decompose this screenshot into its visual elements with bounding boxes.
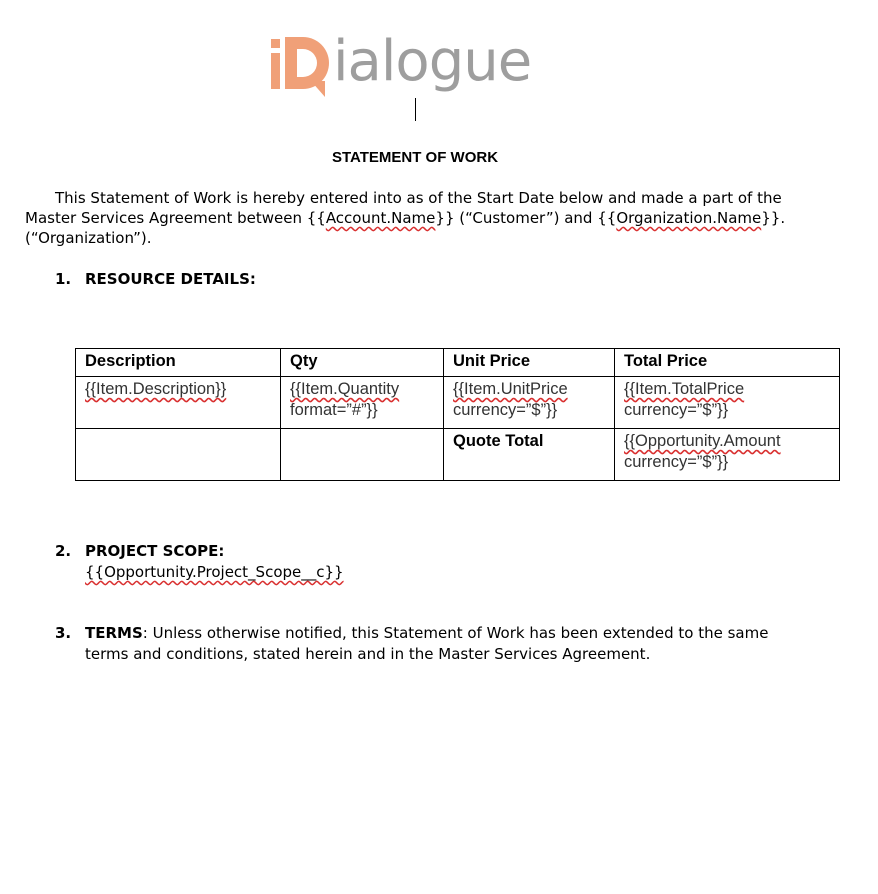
- logo-text: ialogue: [333, 29, 532, 94]
- organization-name-field: Organization.Name: [616, 209, 762, 227]
- qty-format: format=”#”}}: [290, 401, 378, 419]
- section-body: [85, 541, 815, 583]
- terms-paragraph[interactable]: [85, 623, 815, 665]
- text-cursor: [415, 98, 416, 121]
- header-total-price: Total Price: [615, 349, 840, 377]
- table-header-row: [76, 349, 840, 377]
- item-quantity-field: {{Item.Quantity: [290, 380, 400, 398]
- header-unit-price: Unit Price: [444, 349, 615, 377]
- section-heading: PROJECT SCOPE:: [85, 542, 225, 560]
- item-description-field: {{Item.Description}}: [85, 380, 227, 398]
- header-qty: Qty: [281, 349, 444, 377]
- document-title: STATEMENT OF WORK: [331, 149, 499, 166]
- terms-text: : Unless otherwise notified, this Statement of Work has been extended to the same terms and conditions, stated herein and in the Master Services Agreement.: [85, 624, 769, 663]
- resource-table: [75, 348, 840, 481]
- item-unitprice-field: {{Item.UnitPrice: [453, 380, 568, 398]
- section-number: 2.: [55, 542, 72, 560]
- opportunity-amount-field: {{Opportunity.Amount: [624, 432, 781, 450]
- total-currency: currency=”$”}}: [624, 401, 729, 419]
- amount-currency: currency=”$”}}: [624, 453, 729, 471]
- table-row: [76, 377, 840, 429]
- cell-quote-amount[interactable]: [615, 429, 840, 481]
- section-number: 3.: [55, 624, 72, 642]
- logo-i-dot: [271, 39, 280, 48]
- cell-unit-price[interactable]: [444, 377, 615, 429]
- cell-qty[interactable]: [281, 377, 444, 429]
- idialogue-logo: [271, 29, 571, 99]
- intro-text-3: }}. (“Organization”).: [25, 209, 786, 247]
- unit-currency: currency=”$”}}: [453, 401, 558, 419]
- quote-total-label: Quote Total: [444, 429, 615, 481]
- table-row: [76, 429, 840, 481]
- cell-empty-1[interactable]: [76, 429, 281, 481]
- project-scope-field: {{Opportunity.Project_Scope__c}}: [85, 563, 344, 581]
- cell-description[interactable]: [76, 377, 281, 429]
- logo-d-tail: [311, 81, 325, 97]
- logo-i-stem: [271, 53, 280, 89]
- intro-paragraph[interactable]: [25, 188, 825, 248]
- section-heading: RESOURCE DETAILS:: [85, 270, 256, 288]
- intro-text-1: This Statement of Work is hereby entered into as of the Start Date below and made a part of the Master Services Agreement between {{: [25, 189, 782, 227]
- cell-empty-2[interactable]: [281, 429, 444, 481]
- section-heading: TERMS: [85, 624, 143, 642]
- intro-text-2: }} (“Customer”) and {{: [435, 209, 617, 227]
- cell-total-price[interactable]: [615, 377, 840, 429]
- section-number: 1.: [55, 270, 72, 288]
- account-name-field: Account.Name: [325, 209, 436, 227]
- header-description: Description: [76, 349, 281, 377]
- item-totalprice-field: {{Item.TotalPrice: [624, 380, 745, 398]
